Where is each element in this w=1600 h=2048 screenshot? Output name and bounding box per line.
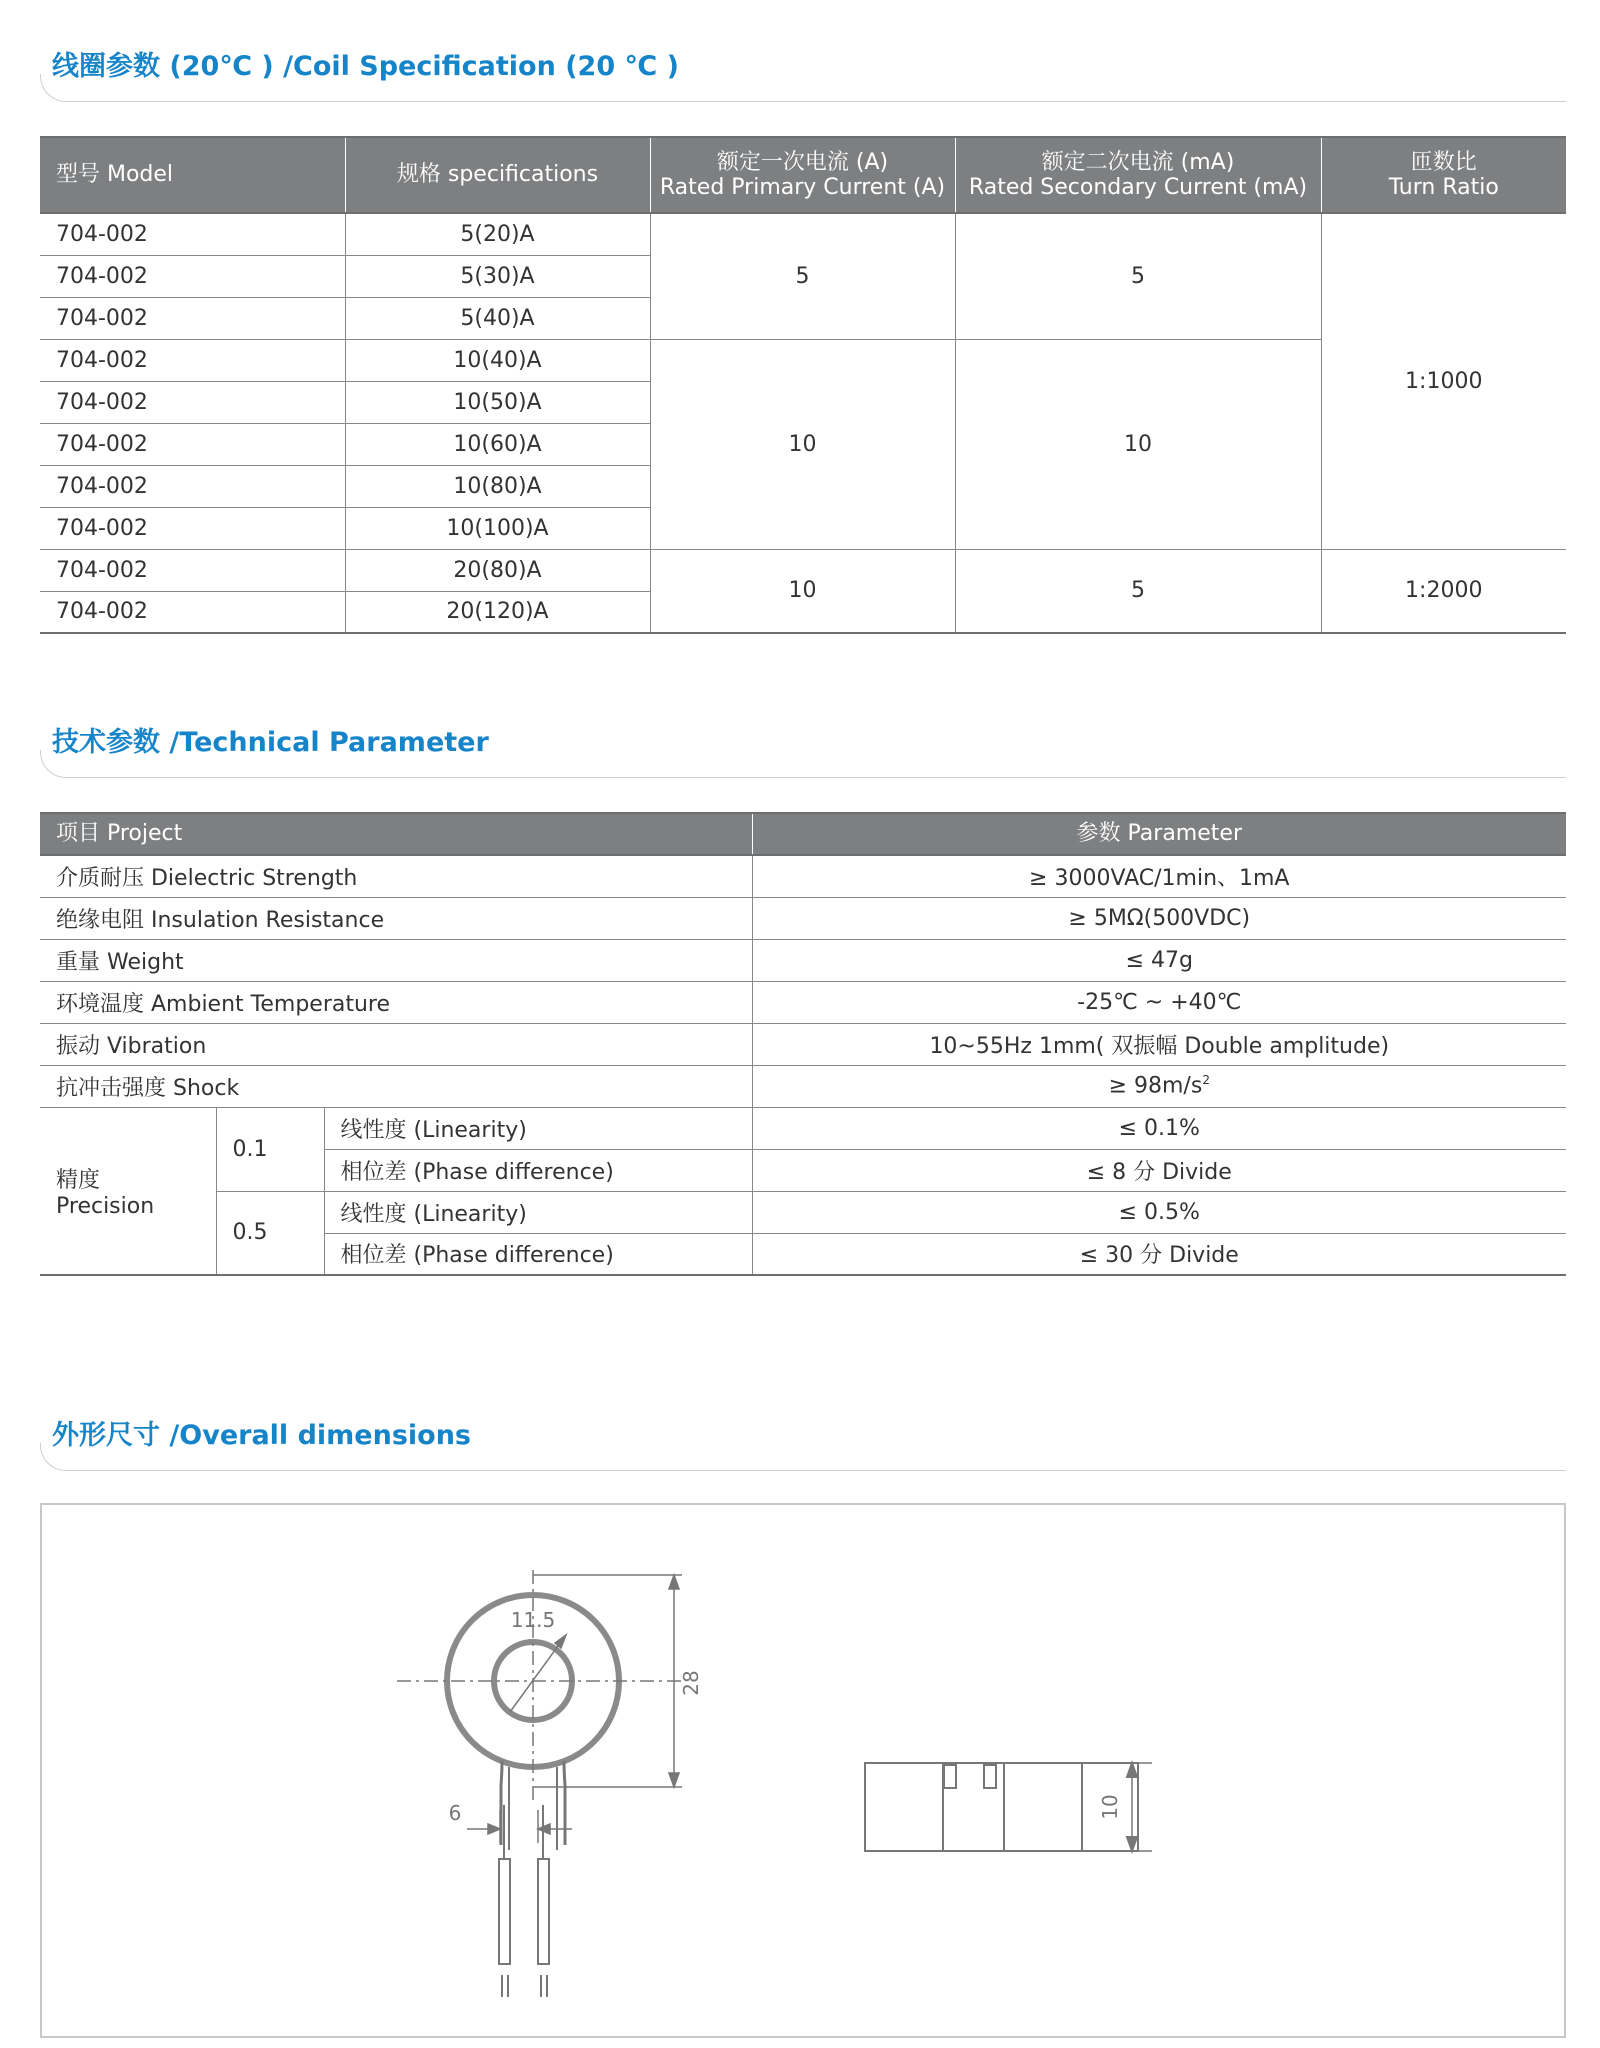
spec-cell: 20(120)A — [345, 591, 650, 633]
col-model-header: 型号 Model — [40, 137, 345, 213]
primary-header-en: Rated Primary Current (A) — [659, 175, 946, 200]
model-cell: 704-002 — [40, 549, 345, 591]
parameter-cell: 10~55Hz 1mm( 双振幅 Double amplitude) — [752, 1023, 1566, 1065]
height-label: 10 — [1098, 1794, 1122, 1820]
project-cell: 介质耐压 Dielectric Strength — [40, 855, 752, 897]
precision-class-cell: 0.5 — [216, 1191, 324, 1275]
turn-ratio-cell: 1:2000 — [1321, 549, 1566, 633]
tech-param-table — [40, 812, 1566, 1276]
parameter-cell: ≤ 0.5% — [752, 1191, 1566, 1233]
table-row — [40, 1107, 1566, 1149]
spec-cell: 10(80)A — [345, 465, 650, 507]
tech-param-title: 技术参数 /Technical Parameter — [52, 727, 489, 758]
parameter-cell: ≥ 3000VAC/1min、1mA — [752, 855, 1566, 897]
lead-spacing-label: 6 — [448, 1801, 462, 1825]
model-cell: 704-002 — [40, 507, 345, 549]
coil-header-row — [40, 137, 1566, 213]
ratio-header-cn: 匝数比 — [1410, 149, 1477, 175]
shock-value-exponent: 2 — [1202, 1073, 1210, 1088]
model-cell: 704-002 — [40, 591, 345, 633]
col-secondary-header — [955, 137, 1321, 213]
spec-cell: 5(20)A — [345, 213, 650, 255]
model-cell: 704-002 — [40, 213, 345, 255]
col-ratio-header — [1321, 137, 1566, 213]
model-cell: 704-002 — [40, 381, 345, 423]
model-cell: 704-002 — [40, 339, 345, 381]
precision-label-en: Precision — [56, 1193, 155, 1219]
project-cell: 重量 Weight — [40, 939, 752, 981]
project-cell: 振动 Vibration — [40, 1023, 752, 1065]
parameter-cell: ≤ 0.1% — [752, 1107, 1566, 1149]
phase-label-cell: 相位差 (Phase difference) — [324, 1149, 752, 1191]
dimensions-title-rule — [40, 1443, 1566, 1471]
spec-cell: 5(40)A — [345, 297, 650, 339]
col-spec-header: 规格 specifications — [345, 137, 650, 213]
dimensions-title: 外形尺寸 /Overall dimensions — [52, 1420, 471, 1451]
tech-header-row — [40, 813, 1566, 855]
primary-current-cell: 5 — [650, 213, 955, 339]
table-row — [40, 213, 1566, 255]
spec-cell: 10(60)A — [345, 423, 650, 465]
model-cell: 704-002 — [40, 297, 345, 339]
inner-diameter-label: 11.5 — [510, 1608, 556, 1632]
primary-current-cell: 10 — [650, 339, 955, 549]
coil-spec-table — [40, 136, 1566, 634]
table-row — [40, 1065, 1566, 1107]
spec-cell: 20(80)A — [345, 549, 650, 591]
precision-label-cell — [40, 1107, 216, 1275]
spec-cell: 5(30)A — [345, 255, 650, 297]
project-cell: 抗冲击强度 Shock — [40, 1065, 752, 1107]
turn-ratio-cell: 1:1000 — [1321, 213, 1566, 549]
parameter-cell: -25℃ ~ +40℃ — [752, 981, 1566, 1023]
coil-spec-title-rule — [40, 74, 1566, 102]
spec-cell: 10(100)A — [345, 507, 650, 549]
coil-front-view — [397, 1570, 682, 1997]
precision-label-cn: 精度 — [56, 1167, 101, 1193]
col-project-header: 项目 Project — [40, 813, 752, 855]
front-dimension-lines — [467, 1575, 682, 1843]
table-row — [40, 897, 1566, 939]
dimension-drawing-frame — [40, 1503, 1566, 2038]
table-row — [40, 549, 1566, 591]
parameter-cell: ≤ 47g — [752, 939, 1566, 981]
secondary-header-cn: 额定二次电流 (mA) — [1041, 149, 1235, 175]
table-row — [40, 1023, 1566, 1065]
secondary-current-cell: 10 — [955, 339, 1321, 549]
table-row — [40, 939, 1566, 981]
coil-spec-title: 线圈参数 (20℃ ) /Coil Specification (20 ℃ ) — [52, 51, 679, 82]
parameter-cell: ≥ 5MΩ(500VDC) — [752, 897, 1566, 939]
parameter-cell: ≤ 30 分 Divide — [752, 1233, 1566, 1275]
secondary-header-en: Rated Secondary Current (mA) — [968, 175, 1308, 200]
project-cell: 绝缘电阻 Insulation Resistance — [40, 897, 752, 939]
project-cell: 环境温度 Ambient Temperature — [40, 981, 752, 1023]
table-row — [40, 855, 1566, 897]
linearity-label-cell: 线性度 (Linearity) — [324, 1107, 752, 1149]
table-row — [40, 1191, 1566, 1233]
col-primary-header — [650, 137, 955, 213]
spec-cell: 10(40)A — [345, 339, 650, 381]
primary-header-cn: 额定一次电流 (A) — [716, 149, 889, 175]
shock-value: ≥ 98m/s — [1108, 1073, 1203, 1099]
phase-label-cell: 相位差 (Phase difference) — [324, 1233, 752, 1275]
parameter-cell — [752, 1065, 1566, 1107]
table-row — [40, 981, 1566, 1023]
tech-param-title-rule — [40, 750, 1566, 778]
linearity-label-cell: 线性度 (Linearity) — [324, 1191, 752, 1233]
precision-class-cell: 0.1 — [216, 1107, 324, 1191]
model-cell: 704-002 — [40, 465, 345, 507]
dimension-drawing — [42, 1505, 1564, 2036]
secondary-current-cell: 5 — [955, 213, 1321, 339]
parameter-cell: ≤ 8 分 Divide — [752, 1149, 1566, 1191]
secondary-current-cell: 5 — [955, 549, 1321, 633]
primary-current-cell: 10 — [650, 549, 955, 633]
spec-cell: 10(50)A — [345, 381, 650, 423]
col-parameter-header: 参数 Parameter — [752, 813, 1566, 855]
ratio-header-en: Turn Ratio — [1388, 175, 1499, 200]
outer-diameter-label: 28 — [679, 1670, 703, 1696]
model-cell: 704-002 — [40, 255, 345, 297]
model-cell: 704-002 — [40, 423, 345, 465]
